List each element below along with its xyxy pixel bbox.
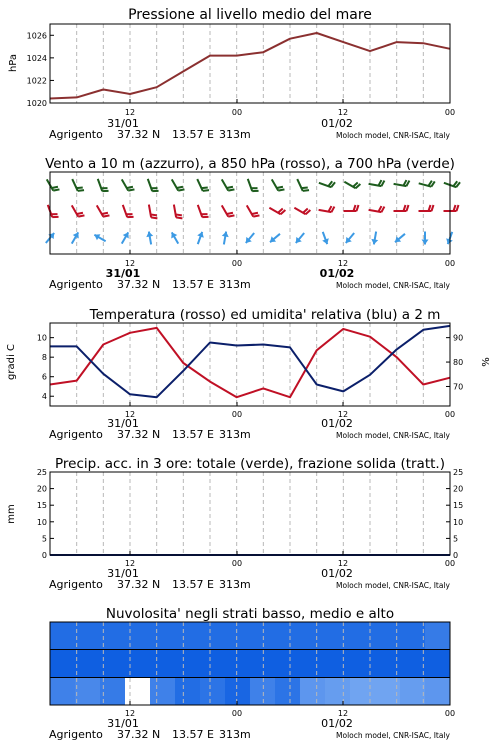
date-label: 01/02: [321, 117, 353, 130]
cloud-cell: [425, 622, 451, 650]
wind-barb: [198, 205, 209, 217]
y-tick-label: 70: [453, 382, 463, 391]
temperature-line: [50, 326, 450, 397]
cloud-panel: [49, 606, 455, 741]
location-elev: 313m: [219, 128, 251, 141]
wind-barb: [444, 205, 459, 211]
x-tick-label: 12: [338, 559, 348, 568]
wind-barb: [48, 205, 59, 217]
cloud-cell: [275, 678, 301, 705]
pressure-series: [50, 33, 450, 99]
temperature-title: Temperatura (rosso) ed umidita' relativa (blu) a 2 m: [89, 307, 441, 323]
wind-barb: [394, 205, 409, 211]
cloud-footer: [49, 709, 455, 741]
pressure-title: Pressione al livello medio del mare: [128, 7, 372, 23]
wind-barb: [269, 208, 285, 215]
y-tick-label: 4: [42, 392, 47, 401]
y-tick-label: 0: [42, 551, 47, 560]
cloud-cell: [75, 622, 101, 650]
wind-barb: [344, 182, 360, 189]
y-tick-label: 1024: [27, 54, 47, 63]
precipitation-panel: [6, 456, 463, 591]
wind-barb: [446, 232, 453, 244]
y-tick-label: 20: [453, 485, 463, 494]
cloud-cell: [150, 678, 176, 705]
wind-barb: [246, 233, 254, 243]
cloud-cell: [150, 622, 176, 650]
y-tick-label: 10: [37, 518, 47, 527]
temperature-series: [50, 326, 450, 397]
date-label: 01/02: [320, 267, 355, 280]
wind-barb: [322, 232, 329, 244]
x-tick-label: 00: [232, 410, 242, 419]
location-elev: 313m: [219, 578, 251, 591]
cloud-cell: [225, 622, 251, 650]
cloud-cell: [275, 622, 301, 650]
x-tick-label: 12: [338, 410, 348, 419]
precipitation-title: Precip. acc. in 3 ore: totale (verde), frazione solida (tratt.): [55, 456, 445, 472]
cloud-cell: [225, 678, 251, 705]
y-tick-label: 25: [37, 468, 47, 477]
cloud-cell: [400, 678, 426, 705]
y-tick-label: 80: [453, 358, 463, 367]
date-label: 31/01: [107, 117, 139, 130]
precipitation-ylabel: mm: [6, 504, 17, 523]
y-tick-label: 15: [37, 501, 47, 510]
cloud-cell: [350, 678, 376, 705]
credit: Moloch model, CNR-ISAC, Italy: [336, 281, 451, 290]
date-label: 31/01: [107, 567, 139, 580]
wind-barb: [222, 232, 229, 245]
wind-barb: [172, 179, 185, 190]
location-lon: 13.57 E: [172, 128, 214, 141]
wind-panel: [45, 156, 460, 291]
y-tick-label: 5: [42, 534, 47, 543]
wind-barb: [319, 206, 335, 212]
credit: Moloch model, CNR-ISAC, Italy: [336, 431, 451, 440]
wind-barb: [197, 179, 209, 191]
cloud-cell: [350, 622, 376, 650]
pressure-panel: [8, 7, 455, 141]
y-tick-label: 15: [453, 501, 463, 510]
precipitation-footer: [49, 559, 455, 591]
cloud-cell: [300, 678, 326, 705]
temperature-ylabel: gradi C: [6, 344, 17, 380]
wind-barb: [222, 205, 235, 216]
temperature-y-ticks: [37, 334, 463, 402]
date-label: 01/02: [321, 417, 353, 430]
wind-barb: [146, 232, 153, 245]
location-elev: 313m: [219, 278, 251, 291]
cloud-cell: [125, 622, 151, 650]
cloud-cell: [175, 622, 201, 650]
cloud-cell: [400, 650, 426, 678]
location-lon: 13.57 E: [172, 428, 214, 441]
y-tick-label: 10: [37, 334, 47, 343]
date-label: 31/01: [107, 717, 139, 730]
wind-barb: [369, 180, 385, 186]
cloud-cell: [125, 678, 151, 705]
y-tick-label: 0: [453, 551, 458, 560]
cloud-cell: [350, 650, 376, 678]
wind-barb: [371, 232, 378, 245]
x-tick-label: 00: [445, 709, 455, 718]
location-name: Agrigento: [49, 128, 103, 141]
cloud-cell: [50, 678, 76, 705]
cloud-cell: [225, 650, 251, 678]
cloud-cell: [300, 622, 326, 650]
wind-barb: [369, 206, 385, 212]
x-tick-label: 00: [445, 108, 455, 117]
credit: Moloch model, CNR-ISAC, Italy: [336, 731, 451, 740]
wind-barb: [419, 205, 434, 211]
cloud-cell: [300, 650, 326, 678]
temperature-panel: [6, 307, 492, 441]
location-elev: 313m: [219, 428, 251, 441]
y-tick-label: 20: [37, 485, 47, 494]
x-tick-label: 12: [338, 108, 348, 117]
wind-barb: [122, 179, 135, 190]
location-lon: 13.57 E: [172, 278, 214, 291]
pressure-grid: [77, 24, 424, 103]
wind-barb: [294, 208, 310, 215]
temperature-footer: [49, 410, 455, 441]
cloud-cell: [125, 650, 151, 678]
date-label: 31/01: [106, 267, 141, 280]
location-name: Agrigento: [49, 578, 103, 591]
cloud-cell: [150, 650, 176, 678]
cloud-cell: [75, 650, 101, 678]
wind-barb: [297, 179, 309, 191]
wind-barb: [319, 181, 335, 187]
date-label: 01/02: [321, 717, 353, 730]
pressure-footer: [49, 108, 455, 141]
wind-barb: [272, 179, 285, 190]
humidity-ylabel: %: [481, 357, 492, 367]
wind-barb: [344, 205, 359, 211]
cloud-cell: [250, 678, 276, 705]
cloud-cell: [200, 622, 226, 650]
wind-barb: [346, 233, 354, 243]
y-tick-label: 25: [453, 468, 463, 477]
location-lat: 37.32 N: [117, 428, 160, 441]
x-tick-label: 12: [125, 410, 135, 419]
wind-barb: [444, 181, 460, 187]
wind-barb: [270, 234, 280, 242]
wind-barb: [72, 179, 84, 191]
cloud-cell: [325, 678, 351, 705]
x-tick-label: 12: [125, 108, 135, 117]
x-tick-label: 12: [338, 709, 348, 718]
location-elev: 313m: [219, 728, 251, 741]
cloud-cell: [325, 650, 351, 678]
pressure-ylabel: hPa: [8, 54, 19, 72]
cloud-title: Nuvolosita' negli strati basso, medio e alto: [106, 606, 394, 622]
cloud-cell: [400, 622, 426, 650]
x-tick-label: 00: [232, 709, 242, 718]
wind-barb: [72, 232, 79, 243]
wind-footer: [49, 259, 455, 291]
x-tick-label: 12: [338, 259, 348, 268]
location-lat: 37.32 N: [117, 728, 160, 741]
cloud-cell: [50, 650, 76, 678]
y-tick-label: 6: [42, 373, 47, 382]
x-tick-label: 00: [445, 259, 455, 268]
cloud-cell: [175, 678, 201, 705]
cloud-cell: [75, 678, 101, 705]
precipitation-grid: [77, 472, 424, 555]
wind-barbs: [46, 179, 460, 245]
date-label: 31/01: [107, 417, 139, 430]
location-lon: 13.57 E: [172, 578, 214, 591]
location-name: Agrigento: [49, 278, 103, 291]
y-tick-label: 1022: [27, 76, 47, 85]
wind-barb: [247, 205, 260, 216]
date-label: 01/02: [321, 567, 353, 580]
x-tick-label: 00: [232, 259, 242, 268]
cloud-cells: [50, 622, 451, 705]
y-tick-label: 1020: [27, 99, 47, 108]
x-tick-label: 12: [125, 259, 135, 268]
wind-barb: [94, 234, 105, 241]
location-lon: 13.57 E: [172, 728, 214, 741]
x-tick-label: 00: [232, 559, 242, 568]
cloud-cell: [200, 678, 226, 705]
precipitation-frame: [50, 472, 450, 555]
precipitation-y-ticks: [37, 468, 463, 560]
x-tick-label: 12: [125, 709, 135, 718]
cloud-cell: [250, 650, 276, 678]
pressure-line: [50, 33, 450, 99]
cloud-cell: [425, 650, 451, 678]
x-tick-label: 00: [232, 108, 242, 117]
wind-barb: [174, 205, 183, 219]
y-tick-label: 5: [453, 534, 458, 543]
x-tick-label: 00: [445, 410, 455, 419]
cloud-cell: [200, 650, 226, 678]
location-lat: 37.32 N: [117, 278, 160, 291]
cloud-cell: [325, 622, 351, 650]
cloud-cell: [175, 650, 201, 678]
cloud-cell: [250, 622, 276, 650]
wind-barb: [222, 179, 235, 190]
x-tick-label: 12: [125, 559, 135, 568]
location-name: Agrigento: [49, 728, 103, 741]
wind-barb: [149, 205, 158, 219]
wind-barb: [197, 232, 204, 244]
cloud-cell: [275, 650, 301, 678]
wind-barb: [248, 179, 259, 191]
location-lat: 37.32 N: [117, 128, 160, 141]
wind-barb: [72, 205, 85, 216]
x-tick-label: 00: [445, 559, 455, 568]
temperature-line: [50, 328, 450, 397]
location-name: Agrigento: [49, 428, 103, 441]
credit: Moloch model, CNR-ISAC, Italy: [336, 131, 451, 140]
location-lat: 37.32 N: [117, 578, 160, 591]
cloud-cell: [425, 678, 451, 705]
wind-barb: [123, 205, 134, 217]
y-tick-label: 1026: [27, 31, 47, 40]
y-tick-label: 10: [453, 518, 463, 527]
wind-barb: [296, 233, 304, 243]
wind-barb: [171, 232, 178, 243]
wind-title: Vento a 10 m (azzurro), a 850 hPa (rosso), a 700 hPa (verde): [45, 156, 455, 172]
cloud-cell: [50, 622, 76, 650]
wind-barb: [422, 232, 429, 245]
wind-barb: [394, 180, 410, 186]
wind-barb: [122, 232, 129, 243]
wind-barb: [419, 181, 435, 187]
y-tick-label: 8: [42, 353, 47, 362]
wind-barb: [47, 179, 60, 190]
credit: Moloch model, CNR-ISAC, Italy: [336, 581, 451, 590]
y-tick-label: 90: [453, 334, 463, 343]
